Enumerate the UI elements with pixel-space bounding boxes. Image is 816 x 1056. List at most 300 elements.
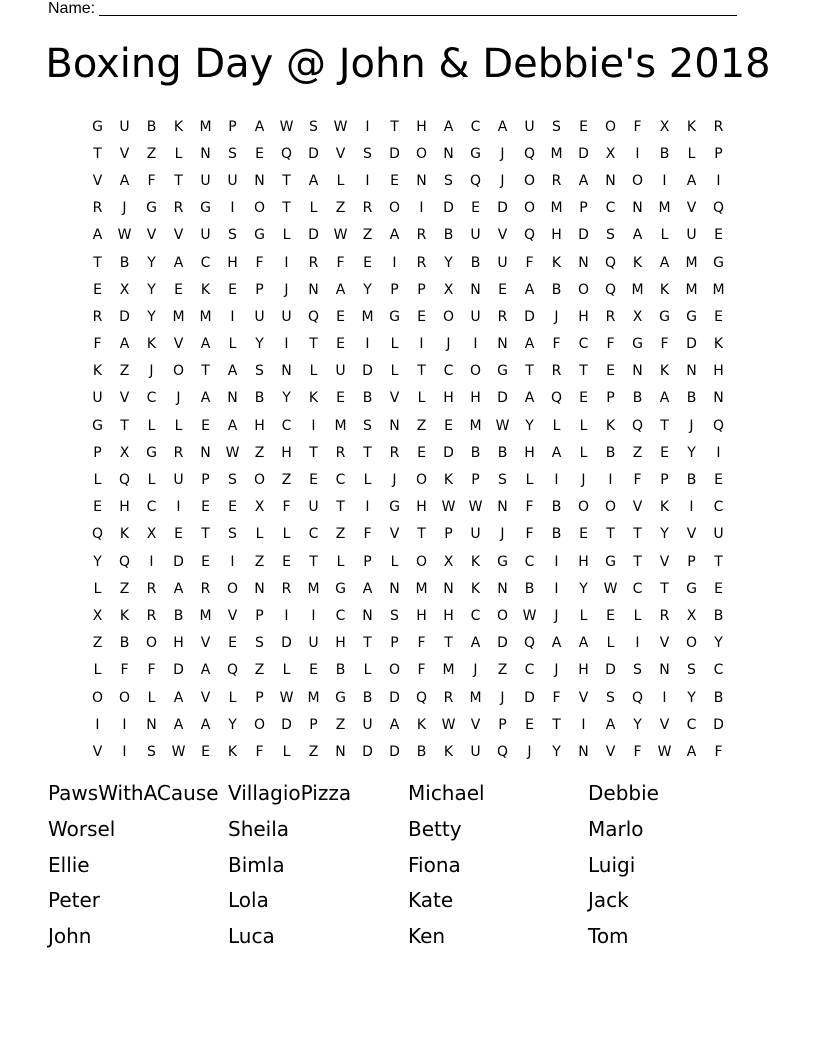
grid-letter: U [362,716,373,733]
grid-letter: D [281,716,292,733]
grid-letter: M [685,281,698,298]
grid-letter: D [497,390,508,407]
grid-letter: Z [92,635,103,652]
grid-letter: I [95,716,100,733]
grid-letter: P [687,553,696,570]
grid-letter: A [578,172,589,189]
grid-letter: D [362,363,373,380]
grid-letter: V [92,743,103,760]
grid-letter: X [443,281,454,298]
grid-letter: M [469,689,482,706]
grid-letter: A [254,118,265,135]
grid-letter: B [497,444,508,461]
grid-letter: H [119,499,130,516]
grid-row [84,358,732,385]
grid-letter: E [390,172,399,189]
grid-row [84,494,732,521]
grid-row [84,657,732,684]
grid-letter: T [93,254,102,271]
grid-letter: T [390,118,399,135]
grid-letter: X [146,526,157,543]
grid-letter: C [281,417,292,434]
grid-letter: I [554,553,559,570]
grid-letter: W [441,499,456,516]
grid-letter: L [390,363,399,380]
grid-letter: O [172,363,185,380]
grid-letter: D [443,200,454,217]
grid-letter: J [500,145,505,162]
grid-letter: K [686,118,697,135]
grid-letter: A [200,336,211,353]
grid-letter: K [605,417,616,434]
letter-grid [84,113,732,766]
grid-letter: K [443,743,454,760]
grid-letter: F [147,662,156,679]
grid-letter: A [632,227,643,244]
grid-letter: I [311,417,316,434]
grid-letter: L [93,662,102,679]
grid-letter: O [469,363,482,380]
grid-letter: V [659,716,670,733]
grid-letter: Z [254,662,265,679]
grid-letter: K [659,363,670,380]
grid-letter: K [92,363,103,380]
grid-letter: V [686,526,697,543]
grid-letter: W [657,743,672,760]
grid-letter: H [551,227,562,244]
grid-letter: H [335,635,346,652]
grid-letter: L [147,472,156,489]
grid-letter: A [524,336,535,353]
grid-letter: Q [604,254,617,271]
grid-letter: L [174,417,183,434]
grid-letter: S [552,118,561,135]
grid-letter: Z [335,526,346,543]
grid-letter: L [579,417,588,434]
grid-letter: V [335,145,346,162]
grid-letter: Y [147,254,156,271]
grid-letter: Q [712,417,725,434]
grid-letter: S [255,635,264,652]
grid-letter: N [389,417,400,434]
grid-letter: M [685,254,698,271]
grid-letter: S [363,145,372,162]
word-list-item: Bimla [228,852,285,877]
grid-letter: D [578,227,589,244]
grid-letter: B [443,227,454,244]
grid-letter: N [254,172,265,189]
grid-letter: B [551,281,562,298]
grid-letter: A [362,580,373,597]
grid-letter: A [578,635,589,652]
grid-letter: C [632,580,643,597]
grid-letter: A [686,172,697,189]
grid-letter: V [146,227,157,244]
grid-letter: H [578,308,589,325]
grid-letter: D [281,635,292,652]
grid-letter: F [606,336,615,353]
grid-letter: E [417,308,426,325]
grid-letter: M [550,200,563,217]
grid-letter: I [635,145,640,162]
grid-letter: T [309,336,318,353]
grid-letter: Y [147,308,156,325]
grid-letter: T [309,444,318,461]
grid-letter: M [442,662,455,679]
grid-letter: Q [712,200,725,217]
grid-letter: J [122,200,127,217]
grid-letter: L [255,526,264,543]
word-list-item: Ellie [48,852,90,877]
grid-letter: S [363,417,372,434]
grid-row [84,738,732,765]
grid-letter: S [309,118,318,135]
grid-letter: T [417,526,426,543]
word-list-item: Michael [408,781,485,805]
grid-letter: H [416,607,427,624]
grid-letter: I [473,336,478,353]
grid-letter: A [308,172,319,189]
grid-letter: E [174,281,183,298]
grid-letter: I [716,172,721,189]
grid-letter: N [497,580,508,597]
grid-letter: J [149,363,154,380]
grid-letter: C [308,526,319,543]
grid-letter: V [605,743,616,760]
grid-letter: H [524,444,535,461]
grid-letter: C [470,118,481,135]
grid-letter: Y [444,254,453,271]
grid-letter: N [470,281,481,298]
grid-letter: J [446,336,451,353]
grid-letter: D [389,689,400,706]
grid-letter: F [93,336,102,353]
grid-row [84,113,732,140]
grid-letter: S [444,172,453,189]
grid-letter: E [714,227,723,244]
grid-letter: R [443,689,454,706]
grid-letter: L [687,145,696,162]
grid-letter: L [552,417,561,434]
grid-letter: K [659,499,670,516]
grid-letter: P [255,689,264,706]
grid-letter: L [390,336,399,353]
grid-row [84,412,732,439]
grid-letter: R [659,607,670,624]
grid-letter: V [173,227,184,244]
grid-letter: P [363,553,372,570]
grid-letter: S [390,607,399,624]
grid-letter: R [605,308,616,325]
grid-letter: K [416,716,427,733]
grid-letter: N [227,390,238,407]
grid-letter: I [419,336,424,353]
grid-letter: Z [416,417,427,434]
grid-letter: B [686,472,697,489]
grid-letter: E [579,526,588,543]
grid-letter: W [225,444,240,461]
grid-letter: V [578,689,589,706]
grid-letter: F [525,526,534,543]
grid-letter: J [500,172,505,189]
grid-letter: L [336,172,345,189]
grid-letter: A [173,580,184,597]
grid-letter: A [227,363,238,380]
grid-letter: V [227,607,238,624]
grid-letter: P [606,390,615,407]
grid-letter: U [470,308,481,325]
grid-letter: G [254,227,265,244]
grid-letter: T [525,363,534,380]
grid-letter: R [416,254,427,271]
grid-letter: N [578,254,589,271]
grid-letter: V [173,336,184,353]
grid-letter: X [119,444,130,461]
grid-letter: U [713,526,724,543]
grid-letter: Z [632,444,643,461]
grid-row [84,222,732,249]
grid-letter: V [659,635,670,652]
grid-letter: B [551,499,562,516]
grid-letter: E [93,499,102,516]
grid-row [84,439,732,466]
grid-letter: E [444,417,453,434]
grid-letter: X [686,607,697,624]
word-list-item: Lola [228,888,269,913]
grid-letter: K [146,336,157,353]
grid-letter: I [365,499,370,516]
grid-letter: N [281,363,292,380]
grid-letter: W [333,118,348,135]
grid-row [84,521,732,548]
grid-letter: H [416,118,427,135]
grid-letter: N [389,580,400,597]
grid-letter: R [335,444,346,461]
grid-letter: E [282,553,291,570]
grid-letter: W [171,743,186,760]
grid-letter: A [659,390,670,407]
grid-letter: R [146,607,157,624]
grid-letter: K [659,281,670,298]
grid-letter: U [308,499,319,516]
grid-row [84,684,732,711]
grid-letter: P [390,635,399,652]
grid-letter: N [416,172,427,189]
grid-letter: K [308,390,319,407]
grid-letter: H [443,390,454,407]
grid-letter: Y [660,526,669,543]
grid-letter: K [470,580,481,597]
grid-letter: D [443,444,454,461]
grid-letter: Q [226,662,239,679]
grid-letter: A [551,635,562,652]
grid-letter: L [282,743,291,760]
word-list-item: Worsel [48,816,116,841]
grid-letter: G [92,118,103,135]
grid-letter: N [335,743,346,760]
grid-letter: T [363,635,372,652]
grid-letter: A [389,227,400,244]
grid-letter: R [362,200,373,217]
grid-letter: D [686,336,697,353]
grid-letter: D [308,227,319,244]
word-list-item: VillagioPizza [228,781,352,805]
grid-letter: R [92,308,103,325]
grid-letter: Z [335,200,346,217]
grid-letter: F [255,254,264,271]
grid-letter: Q [118,472,131,489]
grid-letter: A [200,662,211,679]
grid-letter: O [253,472,266,489]
grid-letter: B [470,444,481,461]
grid-letter: T [552,716,561,733]
grid-letter: P [255,281,264,298]
grid-letter: L [147,689,156,706]
grid-letter: F [336,254,345,271]
grid-letter: T [417,363,426,380]
grid-letter: B [605,444,616,461]
grid-letter: R [281,580,292,597]
word-list-item: Luca [228,924,275,949]
grid-letter: U [200,172,211,189]
grid-letter: A [227,417,238,434]
grid-letter: Y [687,444,696,461]
grid-letter: B [713,607,724,624]
grid-letter: T [579,363,588,380]
grid-letter: I [662,172,667,189]
grid-letter: P [93,444,102,461]
grid-letter: E [579,390,588,407]
grid-letter: N [200,145,211,162]
name-line [48,0,748,18]
grid-letter: J [689,417,694,434]
grid-row [84,575,732,602]
grid-letter: B [362,689,373,706]
grid-letter: L [417,390,426,407]
grid-letter: F [660,336,669,353]
grid-letter: G [686,308,697,325]
grid-letter: B [362,390,373,407]
name-underline[interactable] [99,0,737,16]
grid-letter: A [497,118,508,135]
grid-letter: B [173,607,184,624]
grid-letter: H [713,363,724,380]
grid-letter: D [173,553,184,570]
grid-letter: S [228,526,237,543]
grid-letter: Y [633,716,642,733]
grid-letter: U [200,227,211,244]
grid-letter: O [604,118,617,135]
grid-letter: S [498,472,507,489]
grid-row [84,385,732,412]
grid-letter: B [335,662,346,679]
grid-letter: S [228,472,237,489]
grid-row [84,548,732,575]
grid-letter: E [606,607,615,624]
grid-letter: A [200,716,211,733]
grid-letter: O [631,172,644,189]
grid-letter: T [660,417,669,434]
grid-letter: D [605,662,616,679]
grid-letter: Q [496,743,509,760]
grid-row [84,195,732,222]
grid-letter: H [578,553,589,570]
grid-letter: I [311,607,316,624]
grid-letter: R [713,118,724,135]
grid-letter: A [335,281,346,298]
grid-letter: E [228,635,237,652]
grid-letter: Z [308,743,319,760]
grid-letter: T [444,635,453,652]
grid-letter: H [281,444,292,461]
grid-letter: I [716,444,721,461]
grid-letter: A [173,689,184,706]
grid-letter: E [228,499,237,516]
grid-letter: L [282,662,291,679]
word-list-item: Betty [408,816,462,841]
grid-letter: N [146,716,157,733]
grid-letter: I [230,200,235,217]
grid-letter: I [122,716,127,733]
grid-letter: G [146,444,157,461]
grid-letter: D [578,145,589,162]
grid-letter: A [470,635,481,652]
grid-letter: U [470,526,481,543]
grid-letter: B [551,526,562,543]
word-list-item: Kate [408,888,454,913]
grid-letter: D [362,743,373,760]
grid-row [84,303,732,330]
grid-letter: E [660,444,669,461]
grid-letter: E [201,743,210,760]
grid-letter: M [307,580,320,597]
grid-letter: T [120,417,129,434]
grid-letter: M [469,417,482,434]
grid-letter: K [227,743,238,760]
grid-letter: N [632,363,643,380]
grid-letter: X [443,553,454,570]
grid-letter: E [498,281,507,298]
grid-letter: G [632,336,643,353]
grid-letter: B [416,743,427,760]
grid-letter: E [201,499,210,516]
grid-letter: N [362,607,373,624]
grid-letter: I [419,200,424,217]
grid-letter: P [255,607,264,624]
grid-letter: N [443,580,454,597]
grid-letter: F [255,743,264,760]
word-list-item: Jack [588,888,629,913]
grid-letter: X [119,281,130,298]
grid-row [84,466,732,493]
grid-letter: D [389,743,400,760]
grid-letter: Q [523,635,536,652]
grid-letter: C [335,472,346,489]
grid-letter: E [714,472,723,489]
grid-letter: I [581,716,586,733]
grid-letter: A [524,390,535,407]
grid-letter: T [714,553,723,570]
grid-letter: L [93,580,102,597]
grid-letter: G [470,145,481,162]
grid-letter: T [309,553,318,570]
grid-letter: M [658,200,671,217]
grid-letter: A [200,390,211,407]
grid-letter: N [605,172,616,189]
grid-letter: D [524,689,535,706]
grid-letter: R [308,254,319,271]
grid-letter: R [92,200,103,217]
